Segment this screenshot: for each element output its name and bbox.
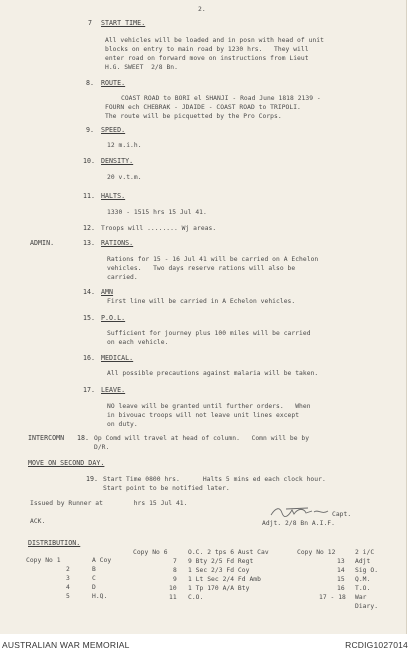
- distribution-copy: Copy No 1: [26, 557, 61, 564]
- distribution-recipient: C: [92, 575, 96, 582]
- item-10-line: 20 v.t.m.: [107, 174, 142, 181]
- footer-record-id: RCDIG1027014: [345, 640, 408, 650]
- item-7-heading: START TIME.: [101, 19, 146, 27]
- ack-label: ACK.: [30, 518, 46, 525]
- item-7-line: blocks on entry to main road by 1230 hrs. They will: [105, 46, 309, 53]
- signature-rank: Capt.: [332, 511, 352, 518]
- distribution-copy: 13: [337, 558, 345, 565]
- item-7-number: 7: [88, 19, 93, 27]
- item-12-line: Troops will ........ Wj areas.: [101, 225, 217, 232]
- archive-footer: [0, 634, 412, 654]
- item-18-number: 18.: [77, 434, 90, 442]
- item-19-line: Start point to be notified later.: [103, 485, 230, 492]
- item-15-line: on each vehicle.: [107, 339, 169, 346]
- distribution-recipient: A Coy: [92, 557, 112, 564]
- item-15-heading: P.O.L.: [101, 314, 126, 322]
- distribution-recipient: War: [355, 594, 367, 601]
- handwritten-signature: [268, 505, 334, 519]
- distribution-copy: 14: [337, 567, 345, 574]
- distribution-copy: 8: [173, 567, 177, 574]
- item-9-number: 9.: [86, 126, 95, 134]
- item-17-number: 17.: [83, 386, 96, 394]
- item-10-number: 10.: [83, 157, 96, 165]
- item-11-heading: HALTS.: [101, 192, 126, 200]
- distribution-recipient: 1 Lt Sec 2/4 Fd Amb: [188, 576, 261, 583]
- distribution-copy: 2: [66, 566, 70, 573]
- item-13-line: vehicles. Two days reserve rations will also be: [107, 265, 296, 272]
- item-13-line: Rations for 15 - 16 Jul 41 will be carried on A Echelon: [107, 256, 319, 263]
- item-8-line: The route will be picquetted by the Pro Corps.: [105, 113, 282, 120]
- item-19-line: Start Time 0800 hrs. Halts 5 mins ed each clock hour.: [103, 476, 326, 483]
- distribution-copy: 11: [169, 594, 177, 601]
- signature-appointment: Adjt. 2/8 Bn A.I.F.: [262, 520, 335, 527]
- item-16-line: All possible precautions against malaria will be taken.: [107, 370, 319, 377]
- item-19-number: 19.: [86, 475, 99, 483]
- item-18-line: D/R.: [94, 444, 110, 451]
- item-15-number: 15.: [83, 314, 96, 322]
- item-8-number: 8.: [86, 79, 95, 87]
- distribution-copy: 7: [173, 558, 177, 565]
- distribution-recipient: B: [92, 566, 96, 573]
- move-on-second-day-heading: MOVE ON SECOND DAY.: [28, 459, 105, 467]
- item-8-line: COAST ROAD to BORI el SHANJI - Road June 1818 2139 -: [121, 95, 321, 102]
- item-9-heading: SPEED.: [101, 126, 126, 134]
- distribution-copy: 3: [66, 575, 70, 582]
- item-16-heading: MEDICAL.: [101, 354, 134, 362]
- margin-label-intercomn: INTERCOMN: [28, 434, 65, 442]
- distribution-copy: 15: [337, 576, 345, 583]
- item-14-number: 14.: [83, 288, 96, 296]
- item-17-line: in bivouac troops will not leave unit lines except: [107, 412, 300, 419]
- distribution-recipient: 1 Tp 170 A/A Bty: [188, 585, 250, 592]
- distribution-recipient: C.O.: [188, 594, 204, 601]
- distribution-copy: Copy No 6: [133, 549, 168, 556]
- item-10-heading: DENSITY.: [101, 157, 134, 165]
- item-8-line: FOURN ech CHEBRAK - JDAIDE - COAST ROAD to TRIPOLI.: [105, 104, 301, 111]
- item-7-line: All vehicles will be loaded and in posn with head of unit: [105, 37, 324, 44]
- distribution-recipient: 2 i/C: [355, 549, 375, 556]
- distribution-copy: 9: [173, 576, 177, 583]
- distribution-recipient: D: [92, 584, 96, 591]
- item-15-line: Sufficient for journey plus 100 miles will be carried: [107, 330, 311, 337]
- item-14-line: First line will be carried in A Echelon vehicles.: [107, 298, 296, 305]
- distribution-recipient: Adjt: [355, 558, 371, 565]
- item-8-heading: ROUTE.: [101, 79, 126, 87]
- distribution-recipient: 1 Sec 2/3 Fd Coy: [188, 567, 250, 574]
- distribution-recipient: Q.M.: [355, 576, 371, 583]
- distribution-recipient: 9 Bty 2/5 Fd Regt: [188, 558, 254, 565]
- distribution-heading: DISTRIBUTION.: [28, 539, 81, 547]
- distribution-copy: 16: [337, 585, 345, 592]
- footer-institution: AUSTRALIAN WAR MEMORIAL: [2, 640, 130, 650]
- item-7-line: H.G. SWEET 2/8 Bn.: [105, 64, 178, 71]
- item-17-heading: LEAVE.: [101, 386, 126, 394]
- page-number: 2.: [198, 6, 206, 13]
- distribution-copy: 17 - 18: [319, 594, 346, 601]
- item-14-heading: AMN: [101, 288, 114, 296]
- issued-by-line: Issued by Runner at hrs 15 Jul 41.: [30, 500, 188, 507]
- item-11-line: 1330 - 1515 hrs 15 Jul 41.: [107, 209, 207, 216]
- distribution-copy: 4: [66, 584, 70, 591]
- item-11-number: 11.: [83, 192, 96, 200]
- item-16-number: 16.: [83, 354, 96, 362]
- item-17-line: on duty.: [107, 421, 138, 428]
- distribution-recipient: Diary.: [355, 603, 379, 610]
- margin-label-admin: ADMIN.: [30, 239, 55, 247]
- item-17-line: NO leave will be granted until further orders. When: [107, 403, 311, 410]
- item-9-line: 12 m.i.h.: [107, 142, 142, 149]
- distribution-recipient: T.O.: [355, 585, 371, 592]
- distribution-recipient: H.Q.: [92, 593, 108, 600]
- item-13-line: carried.: [107, 274, 138, 281]
- distribution-copy: 5: [66, 593, 70, 600]
- distribution-recipient: Sig O.: [355, 567, 379, 574]
- item-12-number: 12.: [83, 224, 96, 232]
- item-13-heading: RATIONS.: [101, 239, 134, 247]
- distribution-copy: Copy No 12: [297, 549, 336, 556]
- item-13-number: 13.: [83, 239, 96, 247]
- distribution-recipient: O.C. 2 tps 6 Aust Cav: [188, 549, 269, 556]
- distribution-copy: 10: [169, 585, 177, 592]
- item-7-line: enter road on forward move on instructions from Lieut: [105, 55, 309, 62]
- item-18-line: Op Comd will travel at head of column. Comn will be by: [94, 435, 310, 442]
